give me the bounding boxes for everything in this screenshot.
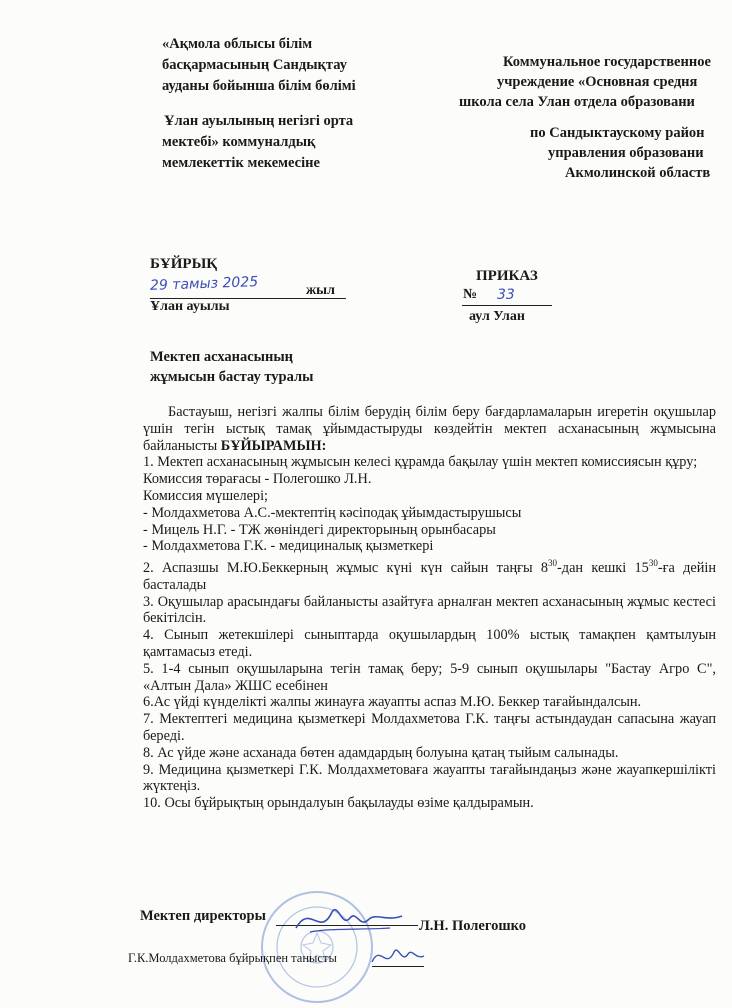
item-2	[143, 555, 716, 593]
acquainted-underline	[372, 966, 424, 967]
header-left-line-4: Ұлан ауылының негізгі орта	[164, 113, 354, 129]
intro-text: Бастауыш, негізгі жалпы білім берудің білім беру бағдарламаларын игеретін оқушылар үшін тегін ыстық тамақ ұйымдастыруды көздейтін мектеп асханасының жұмысына байланысты	[143, 404, 716, 454]
subject-line-1: Мектеп асханасының	[150, 349, 294, 365]
order-number-handwritten: 33	[497, 287, 515, 303]
header-left-line-2: басқармасының Сандықтау	[162, 57, 347, 73]
item-2-part-a: 2. Аспазшы М.Ю.Беккерның жұмыс күні күн сайын таңғы 8	[143, 559, 549, 576]
item-2-sup-2: 30	[648, 558, 658, 569]
header-right-line-2: учреждение «Основная средня	[497, 74, 698, 90]
intro-paragraph	[143, 404, 716, 454]
item-7: 7. Мектептегі медицина қызметкері Молдахметова Г.К. таңғы астындаудан сапасына жауап береді.	[143, 711, 716, 744]
order-year-word: жыл	[306, 283, 335, 298]
header-right-line-4: по Сандыктаускому район	[530, 125, 705, 141]
order-date-handwritten: 29 тамыз 2025	[149, 274, 259, 294]
header-right-line-1: Коммунальное государственное	[503, 54, 711, 70]
item-6: 6.Ас үйді күнделікті жалпы жинауға жауапты аспаз М.Ю. Беккер тағайындалсын.	[143, 694, 642, 711]
acquainted-text: Г.К.Молдахметова бұйрықпен танысты	[128, 951, 337, 965]
director-signature	[290, 898, 410, 942]
subject-line-2: жұмысын бастау туралы	[150, 369, 314, 385]
item-8: 8. Ас үйде және асханада бөтен адамдардың болуына қатаң тыйым салынады.	[143, 744, 619, 761]
signature-name: Л.Н. Полегошко	[419, 918, 526, 934]
order-place-ru: аул Улан	[469, 309, 525, 324]
header-left-line-1: «Ақмола облысы білім	[162, 36, 313, 52]
header-right-line-6: Акмолинской областв	[565, 165, 711, 181]
order-title-kz: БҰЙРЫҚ	[150, 256, 218, 272]
item-2-sup-1: 30	[548, 558, 558, 569]
acquainted-signature	[368, 940, 428, 974]
header-left-line-5: мектебі» коммуналдық	[162, 134, 316, 150]
item-2-part-b: -дан кешкі 15	[557, 559, 649, 576]
order-body	[143, 404, 716, 812]
commission-members: Комиссия мүшелері;	[143, 487, 269, 504]
item-2-part-c: -ға дейін басталады	[143, 559, 716, 593]
item-10: 10. Осы бұйрықтың орындалуын бақылауды өзіме қалдырамын.	[143, 795, 534, 812]
signature-role: Мектеп директоры	[140, 908, 266, 924]
header-right-line-3: школа села Улан отдела образовани	[459, 94, 695, 110]
member-3: - Молдахметова Г.К. - медициналық қызметкері	[143, 538, 434, 555]
header-left-line-3: ауданы бойынша білім бөлімі	[162, 78, 356, 94]
number-underline	[462, 305, 552, 306]
item-5: 5. 1-4 сынып оқушыларына тегін тамақ беру; 5-9 сынып оқушылары "Бастау Агро С", «Алтын Дала» ЖШС есебінен	[143, 660, 716, 694]
item-3: 3. Оқушылар арасындағы байланысты азайтуға арналған мектеп асханасының жұмыс кестесі бекітілсін.	[143, 593, 716, 627]
order-place-kz: Ұлан ауылы	[150, 299, 230, 314]
member-2: - Мицель Н.Г. - ТЖ жөніндегі директорының орынбасары	[143, 521, 496, 538]
intro-bold: БҰЙЫРАМЫН:	[220, 437, 327, 454]
item-9: 9. Медицина қызметкері Г.К. Молдахметоваға жауапты тағайындаңыз және жауапкершілікті жүктеңіз.	[143, 761, 716, 795]
header-left-line-6: мемлекеттік мекемесіне	[162, 155, 320, 171]
member-1: - Молдахметова А.С.-мектептің кәсіподақ ұйымдастырушысы	[143, 504, 522, 521]
order-title-ru: ПРИКАЗ	[476, 268, 538, 284]
item-1: 1. Мектеп асханасының жұмысын келесі құрамда бақылау үшін мектеп комиссиясын құру;	[143, 454, 698, 471]
order-number-sign: №	[463, 287, 478, 302]
header-right-line-5: управления образовани	[548, 145, 704, 161]
item-4: 4. Сынып жетекшілері сыныптарда оқушылардың 100% ыстық тамақпен қамтылуын қамтамасыз етеді.	[143, 627, 716, 660]
commission-chair: Комиссия төрағасы - Полегошко Л.Н.	[143, 471, 372, 488]
